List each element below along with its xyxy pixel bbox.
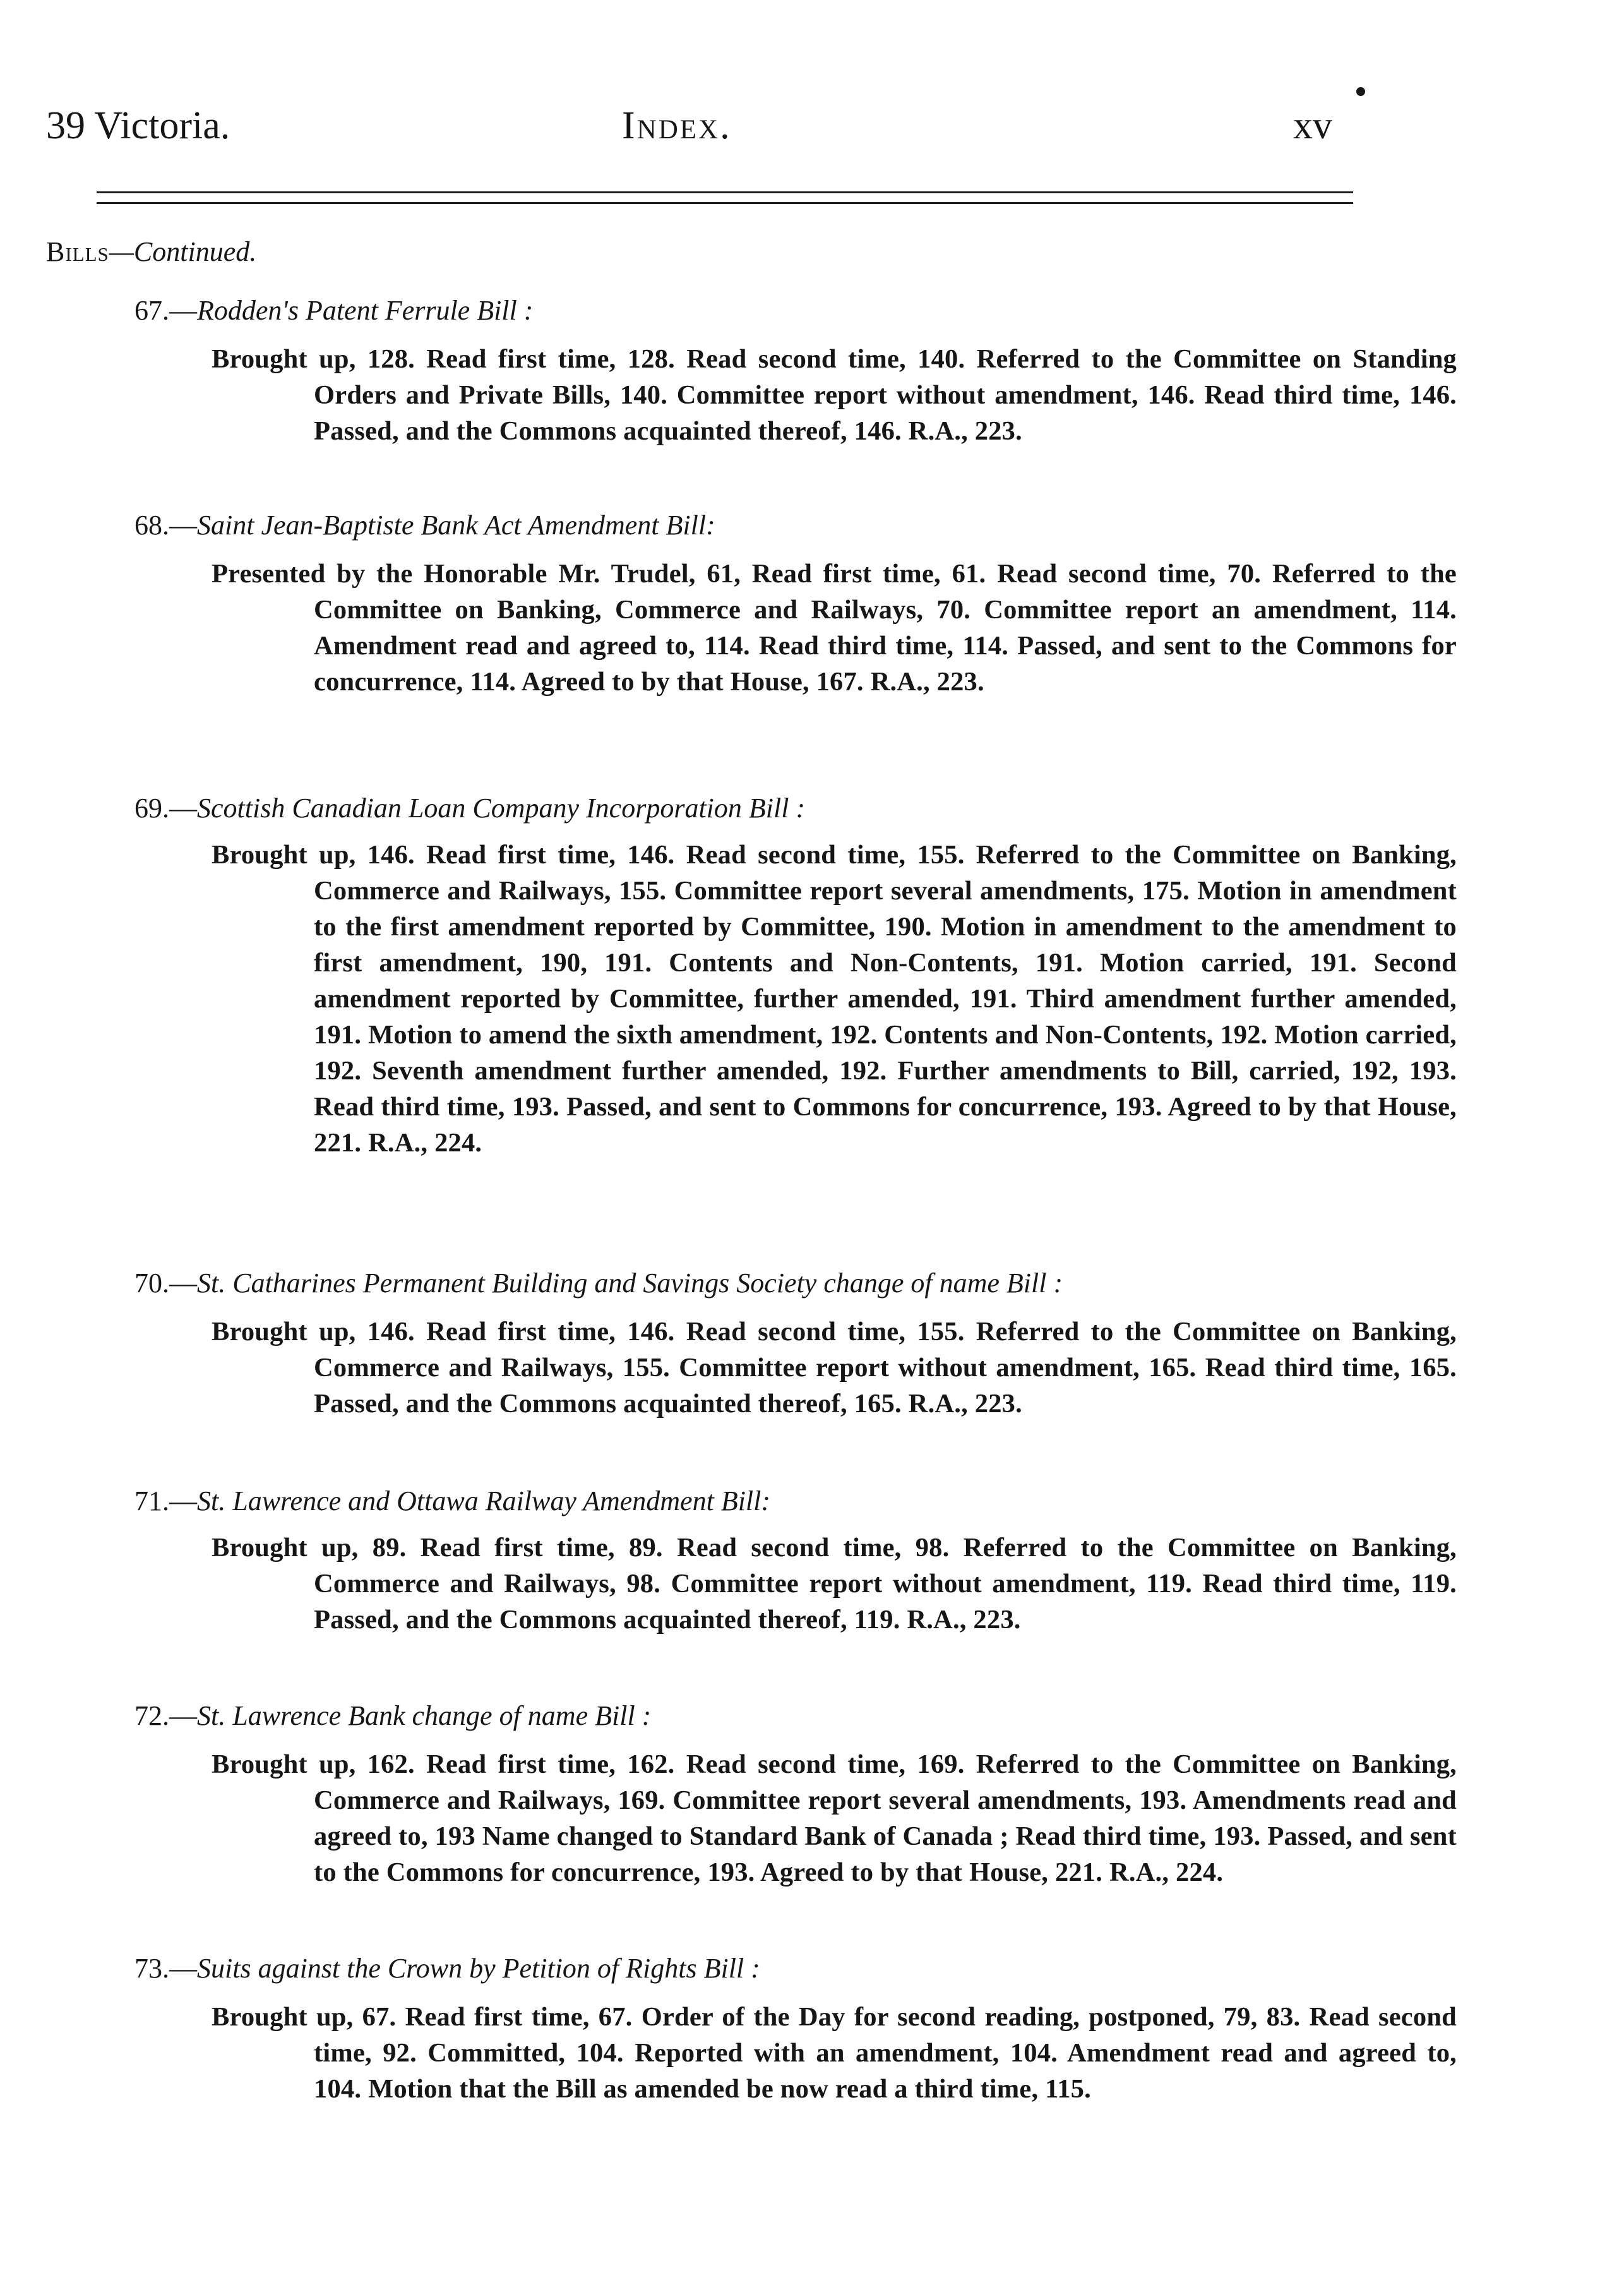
header-rule-bottom [97,202,1353,204]
section-suffix: —Continued. [109,236,257,267]
section-label: Bills [46,236,109,267]
entry-number: 73.— [134,1953,197,1984]
entry-title-text: St. Lawrence and Ottawa Railway Amendment Bill: [197,1485,771,1516]
entry-number: 67.— [134,295,197,326]
entry-title-text: St. Lawrence Bank change of name Bill : [197,1700,652,1731]
ink-dot [1356,87,1365,96]
entry-number: 71.— [134,1485,197,1516]
entry-number: 72.— [134,1700,197,1731]
entry-title [134,512,715,539]
entry-title-text: Scottish Canadian Loan Company Incorporation Bill : [197,793,806,824]
entry-number: 70.— [134,1268,197,1299]
running-head-center: Index. [622,104,732,147]
entry-title [134,1955,760,1983]
entry-body: Brought up, 146. Read first time, 146. Read second time, 155. Referred to the Committee on Banking, Commerce and Railways, 155. Committee report without amendment, 165. Read third time, 165. Passed, and the Commons acquainted thereof, 165. R.A., 223. [212,1317,1457,1419]
entry-title-text: Rodden's Patent Ferrule Bill : [197,295,534,326]
entry-title-text: Saint Jean-Baptiste Bank Act Amendment Bill: [197,510,715,541]
entry-body: Presented by the Honorable Mr. Trudel, 61, Read first time, 61. Read second time, 70. Referred to the Committee on Banking, Commerce and Railways, 70. Committee report an amendment, 114. Amendment read and agreed to, 114. Read third time, 114. Passed, and sent to the Commons for concurrence, 114. Agreed to by that House, 167. R.A., 223. [212,559,1457,697]
entry-body: Brought up, 146. Read first time, 146. Read second time, 155. Referred to the Committee on Banking, Commerce and Railways, 155. Committee report several amendments, 175. Motion in amendment to the first amendment reported by Committee, 190. Motion in amendment to the amendment to first amendment, 190, 191. Contents and Non-Contents, 191. Motion carried, 191. Second amendment reported by Committee, further amended, 191. Third amendment further amended, 191. Motion to amend the sixth amendment, 192. Contents and Non-Contents, 192. Motion carried, 192. Seventh amendment further amended, 192. Further amendments to Bill, carried, 192, 193. Read third time, 193. Passed, and sent to Commons for concurrence, 193. Agreed to by that House, 221. R.A., 224. [212,840,1457,1158]
running-head-left: 39 Victoria. [46,104,230,147]
entry-title [134,795,805,822]
entry-body: Brought up, 67. Read first time, 67. Order of the Day for second reading, postponed, 79, 83. Read second time, 92. Committed, 104. Reported with an amendment, 104. Amendment read and agreed to, 104. Motion that the Bill as amended be now read a third time, 115. [212,2002,1457,2104]
entry-title-text: St. Catharines Permanent Building and Savings Society change of name Bill : [197,1268,1063,1299]
entry-title [134,1702,651,1730]
entry-title [134,297,533,325]
entry-title [134,1487,770,1515]
entry-number: 68.— [134,510,197,541]
entry-body: Brought up, 128. Read first time, 128. Read second time, 140. Referred to the Committee on Standing Orders and Private Bills, 140. Committee report without amendment, 146. Read third time, 146. Passed, and the Commons acquainted thereof, 146. R.A., 223. [212,344,1457,446]
section-continued-heading [46,236,256,268]
entry-title [134,1269,1063,1297]
entry-number: 69.— [134,793,197,824]
entry-body: Brought up, 89. Read first time, 89. Read second time, 98. Referred to the Committee on Banking, Commerce and Railways, 98. Committee report without amendment, 119. Read third time, 119. Passed, and the Commons acquainted thereof, 119. R.A., 223. [212,1533,1457,1635]
entry-body: Brought up, 162. Read first time, 162. Read second time, 169. Referred to the Committee on Banking, Commerce and Railways, 169. Committee report several amendments, 193. Amendments read and agreed to, 193 Name changed to Standard Bank of Canada ; Read third time, 193. Passed, and sent to the Commons for concurrence, 193. Agreed to by that House, 221. R.A., 224. [212,1749,1457,1887]
header-rule-top [97,191,1353,193]
entry-title-text: Suits against the Crown by Petition of Rights Bill : [197,1953,760,1984]
page-number: xv [1293,104,1332,147]
